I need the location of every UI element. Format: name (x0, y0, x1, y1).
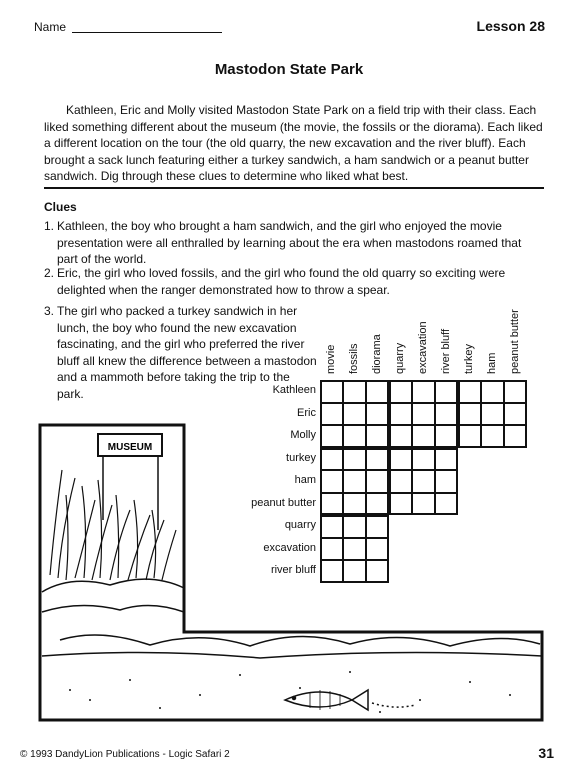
clue-text: The girl who packed a turkey sandwich in her lunch, the boy who found the new excavation fascinating, and the girl who preferred the river bluff all knew the difference between a mastodon and a mammoth before taking the trip to the park. (57, 304, 317, 401)
grid-cell[interactable] (389, 448, 412, 471)
row-label: quarry (284, 519, 316, 531)
grid-cell[interactable] (320, 493, 343, 516)
lesson-number: Lesson 28 (476, 18, 545, 34)
grid-cell[interactable] (481, 425, 504, 448)
grid-cell[interactable] (435, 448, 458, 471)
row-label: Eric (297, 406, 316, 419)
grid-cell[interactable] (481, 380, 504, 403)
copyright: © 1993 DandyLion Publications - Logic Safari 2 (20, 749, 230, 760)
intro-paragraph: Kathleen, Eric and Molly visited Mastodon State Park on a field trip with their class. Each liked something different about the museum (the movie, the fossils or the diorama). Each liked a different location on the tour (the old quarry, the new excavation and the river bluff). Each brought a sack lunch featuring either a turkey sandwich, a ham sandwich or a peanut butter sandwich. Dig through these clues to determine who liked what best. (44, 103, 543, 183)
grid-cell[interactable] (320, 403, 343, 426)
grid-cell[interactable] (504, 425, 527, 448)
column-header: ham (486, 352, 498, 374)
row-label: ham (294, 474, 316, 486)
grid-cell[interactable] (389, 470, 412, 493)
grid-cell[interactable] (389, 380, 412, 403)
grid-cell[interactable] (366, 515, 389, 538)
column-header: excavation (417, 321, 429, 374)
clue-text: Kathleen, the boy who brought a ham sandwich, and the girl who enjoyed the movie presentation were all enthralled by learning about the era when mastodons roamed that part of the world. (57, 219, 522, 266)
column-header: diorama (371, 334, 383, 374)
grid-cell[interactable] (343, 403, 366, 426)
row-label: Molly (290, 429, 316, 441)
column-header: river bluff (440, 328, 452, 374)
column-header: peanut butter (509, 309, 521, 374)
grid-cell[interactable] (435, 403, 458, 426)
grid-cell[interactable] (343, 380, 366, 403)
row-label: river bluff (270, 564, 316, 576)
grid-cell[interactable] (435, 380, 458, 403)
grid-cell[interactable] (366, 425, 389, 448)
clue-number: 3. (44, 304, 55, 318)
grid-cell[interactable] (412, 380, 435, 403)
grid-cell[interactable] (320, 560, 343, 583)
column-header: movie (325, 344, 337, 374)
page-number: 31 (538, 745, 554, 761)
grid-cell[interactable] (366, 448, 389, 471)
grid-cell[interactable] (343, 560, 366, 583)
grid-cell[interactable] (504, 380, 527, 403)
grid-cell[interactable] (366, 538, 389, 561)
grid-cell[interactable] (412, 470, 435, 493)
clue-number: 1. (44, 219, 55, 233)
grid-cell[interactable] (366, 560, 389, 583)
grid-cell[interactable] (458, 380, 481, 403)
column-header: turkey (463, 344, 475, 374)
grid-cell[interactable] (320, 515, 343, 538)
clues-heading: Clues (44, 200, 77, 214)
grid-cell[interactable] (366, 403, 389, 426)
row-label: peanut butter (251, 496, 316, 509)
grid-cell[interactable] (343, 515, 366, 538)
column-header: fossils (348, 343, 360, 374)
grid-cell[interactable] (343, 470, 366, 493)
grid-cell[interactable] (389, 425, 412, 448)
grid-cell[interactable] (412, 425, 435, 448)
grid-cell[interactable] (412, 493, 435, 516)
grid-cell[interactable] (435, 425, 458, 448)
grid-cell[interactable] (343, 493, 366, 516)
row-label: excavation (263, 541, 316, 554)
column-header: quarry (394, 342, 406, 374)
row-label: Kathleen (272, 384, 316, 396)
grid-cell[interactable] (343, 538, 366, 561)
grid-cell[interactable] (504, 403, 527, 426)
grid-cell[interactable] (320, 538, 343, 561)
grid-cell[interactable] (412, 448, 435, 471)
grid-cell[interactable] (366, 493, 389, 516)
grid-cell[interactable] (343, 425, 366, 448)
grid-cell[interactable] (343, 448, 366, 471)
svg-text:MUSEUM: MUSEUM (107, 442, 153, 453)
page-title: Mastodon State Park (214, 61, 364, 78)
grid-cell[interactable] (435, 493, 458, 516)
grid-cell[interactable] (320, 380, 343, 403)
clue-number: 2. (44, 266, 55, 280)
name-label: Name (34, 20, 67, 34)
grid-cell[interactable] (389, 493, 412, 516)
grid-cell[interactable] (412, 403, 435, 426)
grid-cell[interactable] (366, 470, 389, 493)
grid-cell[interactable] (481, 403, 504, 426)
grid-cell[interactable] (458, 425, 481, 448)
grid-cell[interactable] (320, 448, 343, 471)
grid-cell[interactable] (320, 425, 343, 448)
grid-cell[interactable] (389, 403, 412, 426)
grid-cell[interactable] (458, 403, 481, 426)
grid-cell[interactable] (366, 380, 389, 403)
grid-cell[interactable] (435, 470, 458, 493)
row-label: turkey (286, 451, 316, 464)
clue-text: Eric, the girl who loved fossils, and the girl who found the old quarry so exciting were delighted when the ranger demonstrated how to throw a spear. (57, 266, 506, 297)
grid-cell[interactable] (320, 470, 343, 493)
